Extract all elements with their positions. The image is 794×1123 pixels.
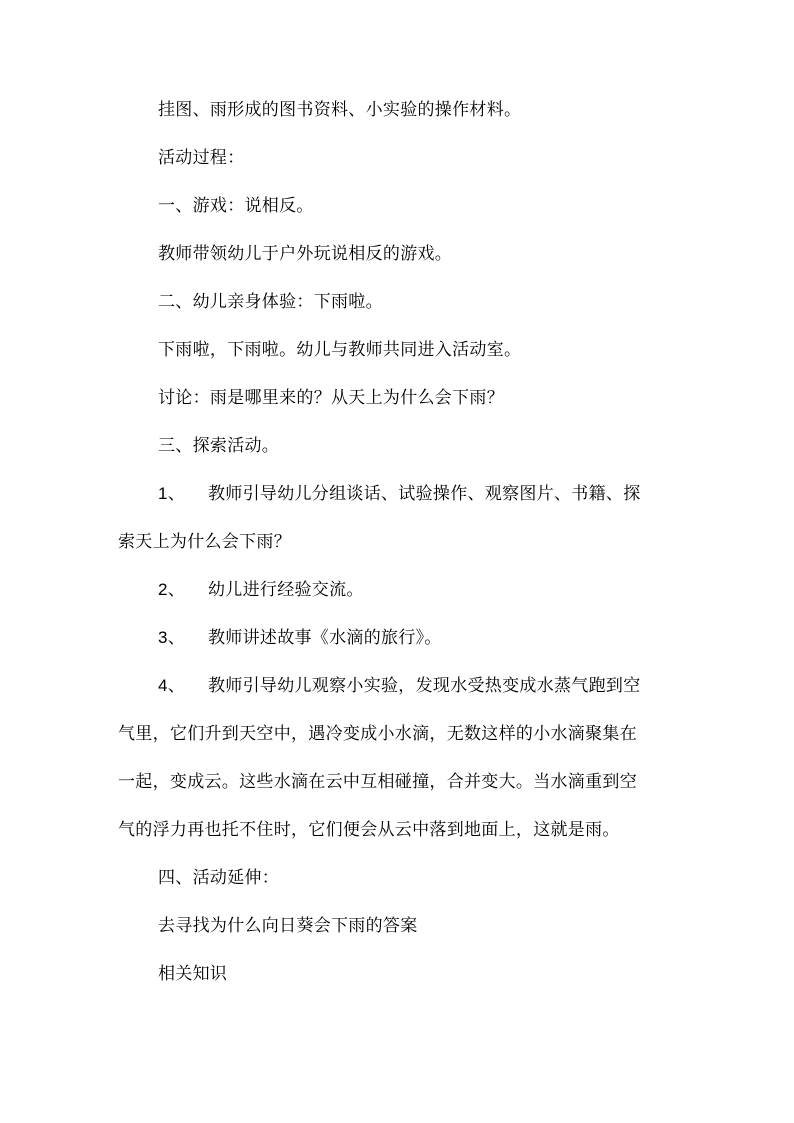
list-item-3 [158, 626, 442, 650]
game-paragraph: 教师带领幼儿于户外玩说相反的游戏。 [158, 244, 453, 264]
related-knowledge-heading: 相关知识 [158, 964, 228, 984]
discussion-paragraph: 讨论：雨是哪里来的？从天上为什么会下雨？ [158, 388, 504, 408]
section-one-heading: 一、游戏：说相反。 [158, 196, 314, 216]
process-heading: 活动过程： [158, 148, 245, 168]
list-item-2-text: 幼儿进行经验交流。 [208, 580, 364, 600]
list-item-4-number: 4、 [158, 676, 186, 695]
section-four-heading: 四、活动延伸： [158, 868, 280, 888]
list-item-3-number: 3、 [158, 628, 186, 647]
list-item-1 [158, 482, 641, 506]
list-item-2-number: 2、 [158, 580, 186, 599]
section-two-heading: 二、幼儿亲身体验：下雨啦。 [158, 292, 383, 312]
list-item-4-continuation-2: 一起，变成云。这些水滴在云中互相碰撞，合并变大。当水滴重到空 [118, 772, 637, 792]
list-item-4 [158, 674, 641, 698]
list-item-4-continuation-3: 气的浮力再也托不住时，它们便会从云中落到地面上，这就是雨。 [118, 820, 620, 840]
materials-paragraph: 挂图、雨形成的图书资料、小实验的操作材料。 [158, 100, 522, 120]
list-item-3-text: 教师讲述故事《水滴的旅行》。 [208, 628, 442, 648]
section-three-heading: 三、探索活动。 [158, 436, 280, 456]
list-item-2 [158, 578, 364, 602]
rain-paragraph: 下雨啦，下雨啦。幼儿与教师共同进入活动室。 [158, 340, 522, 360]
list-item-1-text: 教师引导幼儿分组谈话、试验操作、观察图片、书籍、探 [208, 484, 641, 504]
list-item-1-number: 1、 [158, 484, 186, 503]
list-item-4-continuation-1: 气里，它们升到天空中，遇冷变成小水滴，无数这样的小水滴聚集在 [118, 724, 637, 744]
list-item-1-continuation: 索天上为什么会下雨？ [118, 532, 291, 552]
extension-paragraph: 去寻找为什么向日葵会下雨的答案 [158, 916, 418, 936]
list-item-4-text: 教师引导幼儿观察小实验，发现水受热变成水蒸气跑到空 [208, 676, 641, 696]
